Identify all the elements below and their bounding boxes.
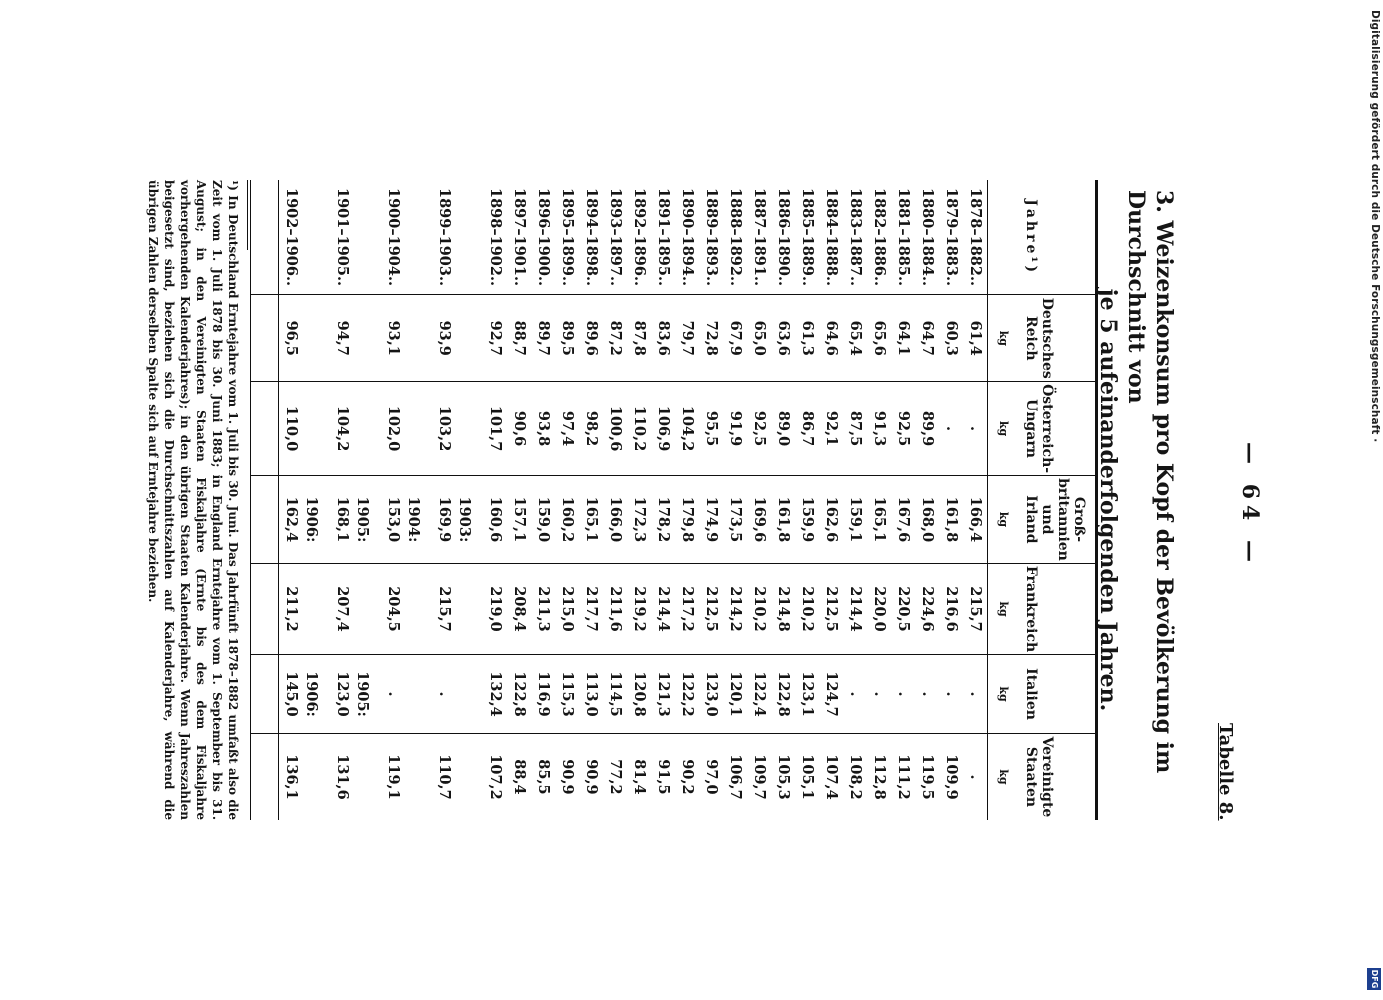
spacer-cell — [456, 295, 483, 382]
value-cell-at: 95,5 — [699, 382, 723, 476]
table-row — [867, 180, 891, 820]
value-cell-us: 85,5 — [531, 733, 555, 820]
spacer-cell — [405, 733, 432, 820]
value-cell-it: 122,4 — [747, 655, 771, 734]
value-cell-gb: 169,9 — [432, 476, 456, 564]
credit-text: Digitalisierung gefördert durch die Deutsche Forschungsgemeinschaft · — [1369, 10, 1381, 443]
spacer-cell — [251, 295, 279, 382]
table-row — [675, 180, 699, 820]
value-cell-de: 65,0 — [747, 295, 771, 382]
value-cell-it: 116,9 — [531, 655, 555, 734]
table-row — [843, 180, 867, 820]
group-label-row — [456, 180, 483, 820]
value-cell-fr: 204,5 — [381, 563, 405, 654]
value-cell-at: 87,5 — [843, 382, 867, 476]
table-row — [381, 180, 405, 820]
value-cell-gb: 168,1 — [330, 476, 354, 564]
title-line-1: 3. Weizenkonsum pro Kopf der Bevölkerung im Durchschnitt von — [1123, 190, 1177, 774]
value-cell-it: 121,3 — [651, 655, 675, 734]
value-cell-fr: 210,2 — [747, 563, 771, 654]
group-label-row — [405, 180, 432, 820]
value-cell-fr: 215,7 — [432, 563, 456, 654]
value-cell-at: 100,6 — [603, 382, 627, 476]
value-cell-us: 106,7 — [723, 733, 747, 820]
value-cell-de: 92,7 — [483, 295, 507, 382]
unit-label: kg — [988, 563, 1018, 654]
value-cell-us: 81,4 — [627, 733, 651, 820]
year-note-it: 1906: — [303, 655, 330, 734]
value-cell-fr: 211,3 — [531, 563, 555, 654]
value-cell-gb: 162,4 — [279, 476, 304, 564]
table-end-row — [251, 180, 279, 820]
value-cell-at: 90,6 — [507, 382, 531, 476]
value-cell-de: 94,7 — [330, 295, 354, 382]
value-cell-us: . — [963, 733, 988, 820]
year-note-gb: 1906: — [303, 476, 330, 564]
value-cell-us: 107,4 — [819, 733, 843, 820]
value-cell-at: 92,5 — [891, 382, 915, 476]
year-cell: 1897–1901.. — [511, 188, 528, 287]
value-cell-it: . — [381, 655, 405, 734]
value-cell-us: 77,2 — [603, 733, 627, 820]
value-cell-gb: 165,1 — [867, 476, 891, 564]
value-cell-de: 64,7 — [915, 295, 939, 382]
spacer-cell — [251, 382, 279, 476]
header-vereinigte-staaten: Vereinigte Staaten — [1017, 733, 1097, 820]
value-cell-it: . — [963, 655, 988, 734]
value-cell-us: 119,1 — [381, 733, 405, 820]
table-row — [891, 180, 915, 820]
year-cell: 1894–1898.. — [583, 188, 600, 287]
spacer-cell — [303, 180, 330, 295]
year-cell: 1891–1895.. — [655, 188, 672, 287]
value-cell-it: 120,1 — [723, 655, 747, 734]
value-cell-at: 91,3 — [867, 382, 891, 476]
value-cell-de: 87,2 — [603, 295, 627, 382]
year-cell: 1902–1906.. — [279, 180, 304, 295]
table-row — [915, 180, 939, 820]
value-cell-gb: 153,0 — [381, 476, 405, 564]
value-cell-gb: 166,0 — [603, 476, 627, 564]
table-label: Tabelle 8. — [1215, 723, 1236, 821]
value-cell-it: 123,0 — [330, 655, 354, 734]
spacer-cell — [354, 563, 381, 654]
value-cell-it: . — [432, 655, 456, 734]
value-cell-de: 88,7 — [507, 295, 531, 382]
table-row — [279, 180, 304, 820]
value-cell-de: 67,9 — [723, 295, 747, 382]
value-cell-fr: 207,4 — [330, 563, 354, 654]
value-cell-it: 115,3 — [555, 655, 579, 734]
value-cell-fr: 215,0 — [555, 563, 579, 654]
value-cell-gb: 160,2 — [555, 476, 579, 564]
table-row — [330, 180, 354, 820]
value-cell-gb: 172,3 — [627, 476, 651, 564]
spacer-cell — [354, 295, 381, 382]
year-cell: 1898–1902.. — [487, 188, 504, 287]
header-oesterreich-ungarn: Österreich-Ungarn — [1017, 382, 1097, 476]
value-cell-fr: 214,8 — [771, 563, 795, 654]
value-cell-at: 110,2 — [627, 382, 651, 476]
value-cell-it: 145,0 — [279, 655, 304, 734]
value-cell-de: 65,6 — [867, 295, 891, 382]
year-cell: 1880–1884.. — [919, 188, 936, 287]
unit-label: kg — [988, 655, 1018, 734]
value-cell-it: . — [891, 655, 915, 734]
header-frankreich: Frankreich — [1017, 563, 1097, 654]
year-cell: 1899–1903.. — [436, 188, 453, 287]
table-row — [627, 180, 651, 820]
value-cell-it: . — [915, 655, 939, 734]
year-cell: 1885–1889.. — [799, 188, 816, 287]
value-cell-us: 131,6 — [330, 733, 354, 820]
value-cell-fr: 219,2 — [627, 563, 651, 654]
value-cell-de: 61,4 — [963, 295, 988, 382]
value-cell-it: . — [939, 655, 963, 734]
year-cell: 1887–1891.. — [751, 188, 768, 287]
title-line-2: je 5 aufeinanderfolgenden Jahren. — [1095, 288, 1121, 712]
page-number: — 64 — — [1237, 442, 1263, 568]
year-cell: 1895–1899.. — [559, 188, 576, 287]
value-cell-de: 89,6 — [579, 295, 603, 382]
value-cell-fr: 220,0 — [867, 563, 891, 654]
value-cell-at: 92,1 — [819, 382, 843, 476]
value-cell-us: 88,4 — [507, 733, 531, 820]
digitization-credit — [1353, 0, 1383, 1000]
value-cell-at: 106,9 — [651, 382, 675, 476]
value-cell-us: 105,3 — [771, 733, 795, 820]
year-note-gb: 1905: — [354, 476, 381, 564]
spacer-cell — [303, 563, 330, 654]
value-cell-de: 72,8 — [699, 295, 723, 382]
value-cell-de: 63,6 — [771, 295, 795, 382]
value-cell-de: 64,6 — [819, 295, 843, 382]
value-cell-at: 92,5 — [747, 382, 771, 476]
spacer-cell — [303, 295, 330, 382]
value-cell-gb: 166,4 — [963, 476, 988, 564]
year-cell: 1882–1886.. — [871, 188, 888, 287]
value-cell-us: 91,5 — [651, 733, 675, 820]
value-cell-gb: 178,2 — [651, 476, 675, 564]
spacer-cell — [456, 563, 483, 654]
spacer-cell — [405, 563, 432, 654]
footnote-text: ¹) In Deutschland Erntejahre vom 1. Juli bis 30. Juni. Das Jahrfünft 1878–1882 umfaßt also die Zeit vom 1. Juli 1878 bis 30. Juni 1883; in England Erntejahre vom 1. September bis 31. August; in den Vereinigten Staaten Fiskaljahre (Ernte bis des dem Fiskaljahre vorhergehenden Kalenderjahres); in den übrigen Staaten Kalenderjahre. Wenn Jahreszahlen beigesetzt sind, beziehen sich die Durchschnittszahlen auf Kalenderjahre, während die übrigen Zahlen derselben Spalte sich auf Erntejahre beziehen. — [146, 180, 240, 820]
value-cell-us: 111,2 — [891, 733, 915, 820]
year-cell: 1883–1887.. — [847, 188, 864, 287]
value-cell-fr: 214,2 — [723, 563, 747, 654]
value-cell-de: 64,1 — [891, 295, 915, 382]
spacer-cell — [456, 382, 483, 476]
dfg-logo: DFG — [1367, 968, 1381, 990]
unit-label: kg — [988, 476, 1018, 564]
table-row — [483, 180, 507, 820]
year-cell: 1881–1885.. — [895, 188, 912, 287]
spacer-cell — [456, 180, 483, 295]
year-cell: 1878–1882.. — [967, 188, 984, 287]
spacer-cell — [405, 180, 432, 295]
year-note-gb: 1903: — [456, 476, 483, 564]
value-cell-gb: 167,6 — [891, 476, 915, 564]
table-row — [795, 180, 819, 820]
value-cell-de: 93,1 — [381, 295, 405, 382]
value-cell-us: 105,1 — [795, 733, 819, 820]
header-grossbritannien: Groß-britannien und Irland — [1017, 476, 1097, 564]
table-row — [432, 180, 456, 820]
group-label-row — [303, 180, 330, 820]
value-cell-gb: 161,8 — [771, 476, 795, 564]
value-cell-at: 101,7 — [483, 382, 507, 476]
table-body — [251, 180, 988, 820]
value-cell-fr: 210,2 — [795, 563, 819, 654]
value-cell-gb: 173,5 — [723, 476, 747, 564]
year-note-it: 1905: — [354, 655, 381, 734]
table-row — [579, 180, 603, 820]
unit-label: kg — [988, 733, 1018, 820]
footnote-rule — [247, 180, 248, 250]
value-cell-at: 91,9 — [723, 382, 747, 476]
table-row — [507, 180, 531, 820]
value-cell-fr: 211,6 — [603, 563, 627, 654]
value-cell-fr: 217,7 — [579, 563, 603, 654]
value-cell-fr: 219,0 — [483, 563, 507, 654]
header-italien: Italien — [1017, 655, 1097, 734]
value-cell-gb: 168,0 — [915, 476, 939, 564]
value-cell-us: 90,9 — [579, 733, 603, 820]
value-cell-it: 114,5 — [603, 655, 627, 734]
value-cell-gb: 179,8 — [675, 476, 699, 564]
value-cell-at: 102,0 — [381, 382, 405, 476]
table-title — [1094, 150, 1178, 850]
year-cell: 1893–1897.. — [607, 188, 624, 287]
spacer-cell — [405, 382, 432, 476]
value-cell-fr: 208,4 — [507, 563, 531, 654]
unit-label: kg — [988, 295, 1018, 382]
year-cell: 1900–1904.. — [385, 188, 402, 287]
value-cell-at: 103,2 — [432, 382, 456, 476]
table-row — [747, 180, 771, 820]
value-cell-it: 123,0 — [699, 655, 723, 734]
year-note-it — [456, 655, 483, 734]
value-cell-us: 108,2 — [843, 733, 867, 820]
value-cell-gb: 162,6 — [819, 476, 843, 564]
year-note-it — [405, 655, 432, 734]
spacer-cell — [303, 733, 330, 820]
table-row — [603, 180, 627, 820]
header-jahre: Jahre¹) — [1023, 199, 1039, 276]
table-row — [723, 180, 747, 820]
spacer-cell — [405, 295, 432, 382]
value-cell-it: . — [867, 655, 891, 734]
value-cell-fr: 215,7 — [963, 563, 988, 654]
value-cell-fr: 212,5 — [699, 563, 723, 654]
value-cell-de: 60,3 — [939, 295, 963, 382]
value-cell-us: 90,9 — [555, 733, 579, 820]
value-cell-fr: 214,4 — [843, 563, 867, 654]
value-cell-de: 83,6 — [651, 295, 675, 382]
value-cell-de: 89,7 — [531, 295, 555, 382]
spacer-cell — [456, 733, 483, 820]
unit-label: kg — [988, 382, 1018, 476]
table-row — [963, 180, 988, 820]
year-cell: 1879–1883.. — [943, 188, 960, 287]
value-cell-at: 89,0 — [771, 382, 795, 476]
table-row — [819, 180, 843, 820]
value-cell-gb: 165,1 — [579, 476, 603, 564]
header-deutsches-reich: Deutsches Reich — [1017, 295, 1097, 382]
value-cell-us: 90,2 — [675, 733, 699, 820]
year-cell: 1888–1892.. — [727, 188, 744, 287]
value-cell-fr: 220,5 — [891, 563, 915, 654]
value-cell-at: 104,2 — [330, 382, 354, 476]
value-cell-it: 123,1 — [795, 655, 819, 734]
value-cell-it: 122,8 — [507, 655, 531, 734]
table-row — [699, 180, 723, 820]
value-cell-it: 132,4 — [483, 655, 507, 734]
value-cell-us: 136,1 — [279, 733, 304, 820]
table-row — [651, 180, 675, 820]
spacer-cell — [354, 382, 381, 476]
value-cell-at: 98,2 — [579, 382, 603, 476]
spacer-cell — [251, 655, 279, 734]
value-cell-it: 113,0 — [579, 655, 603, 734]
value-cell-fr: 214,4 — [651, 563, 675, 654]
value-cell-de: 61,3 — [795, 295, 819, 382]
value-cell-gb: 157,1 — [507, 476, 531, 564]
value-cell-at: 93,8 — [531, 382, 555, 476]
spacer-cell — [251, 733, 279, 820]
spacer-cell — [303, 382, 330, 476]
value-cell-de: 79,7 — [675, 295, 699, 382]
value-cell-at: . — [939, 382, 963, 476]
table-row — [555, 180, 579, 820]
value-cell-us: 97,0 — [699, 733, 723, 820]
value-cell-it: 120,8 — [627, 655, 651, 734]
value-cell-gb: 169,6 — [747, 476, 771, 564]
year-cell: 1886–1890.. — [775, 188, 792, 287]
value-cell-de: 65,4 — [843, 295, 867, 382]
value-cell-it: 122,2 — [675, 655, 699, 734]
value-cell-at: 97,4 — [555, 382, 579, 476]
spacer-cell — [251, 476, 279, 564]
spacer-cell — [354, 180, 381, 295]
year-cell: 1889–1893.. — [703, 188, 720, 287]
year-cell: 1896–1900.. — [535, 188, 552, 287]
spacer-cell — [354, 733, 381, 820]
spacer-cell — [251, 180, 279, 295]
value-cell-fr: 216,6 — [939, 563, 963, 654]
value-cell-fr: 217,2 — [675, 563, 699, 654]
value-cell-de: 93,9 — [432, 295, 456, 382]
value-cell-us: 107,2 — [483, 733, 507, 820]
group-label-row — [354, 180, 381, 820]
value-cell-fr: 212,5 — [819, 563, 843, 654]
value-cell-gb: 159,0 — [531, 476, 555, 564]
value-cell-at: 104,2 — [675, 382, 699, 476]
value-cell-us: 119,5 — [915, 733, 939, 820]
value-cell-gb: 174,9 — [699, 476, 723, 564]
value-cell-fr: 224,6 — [915, 563, 939, 654]
value-cell-de: 87,8 — [627, 295, 651, 382]
table-row — [939, 180, 963, 820]
year-cell: 1901–1905.. — [334, 188, 351, 287]
year-cell: 1892–1896.. — [631, 188, 648, 287]
table-row — [531, 180, 555, 820]
value-cell-at: 89,9 — [915, 382, 939, 476]
value-cell-at: 86,7 — [795, 382, 819, 476]
value-cell-gb: 160,6 — [483, 476, 507, 564]
value-cell-it: 124,7 — [819, 655, 843, 734]
footnote — [145, 180, 248, 820]
value-cell-us: 109,7 — [747, 733, 771, 820]
value-cell-de: 89,5 — [555, 295, 579, 382]
value-cell-it: 122,8 — [771, 655, 795, 734]
value-cell-us: 110,7 — [432, 733, 456, 820]
spacer-cell — [251, 563, 279, 654]
value-cell-gb: 159,1 — [843, 476, 867, 564]
table-row — [771, 180, 795, 820]
value-cell-fr: 211,2 — [279, 563, 304, 654]
value-cell-us: 109,9 — [939, 733, 963, 820]
year-note-gb: 1904: — [405, 476, 432, 564]
value-cell-us: 112,8 — [867, 733, 891, 820]
wheat-consumption-table — [250, 180, 1098, 820]
year-cell: 1884–1888.. — [823, 188, 840, 287]
value-cell-at: 110,0 — [279, 382, 304, 476]
value-cell-it: . — [843, 655, 867, 734]
value-cell-de: 96,5 — [279, 295, 304, 382]
value-cell-gb: 161,8 — [939, 476, 963, 564]
year-cell: 1890–1894.. — [679, 188, 696, 287]
value-cell-at: . — [963, 382, 988, 476]
value-cell-gb: 159,9 — [795, 476, 819, 564]
